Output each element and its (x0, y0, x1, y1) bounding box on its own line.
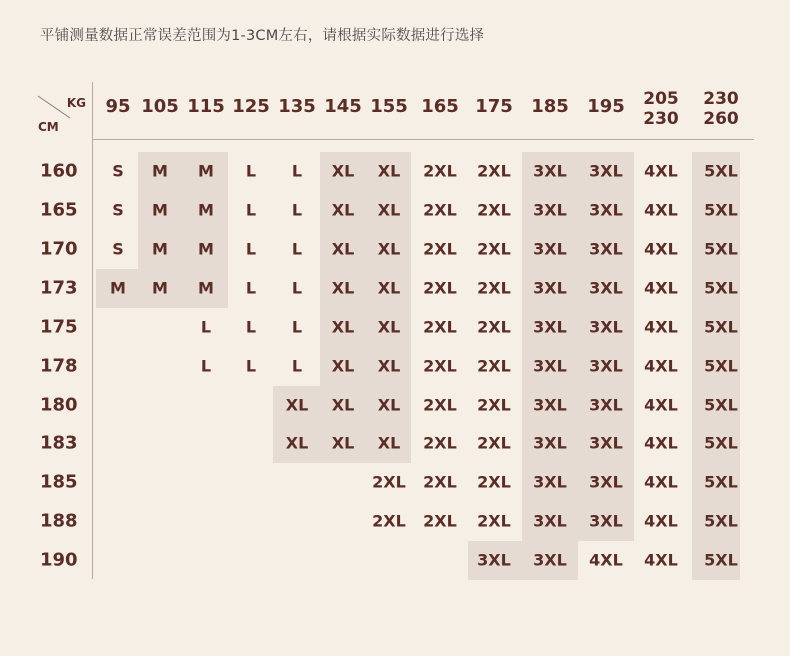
size-cell: 3XL (589, 433, 623, 453)
weight-column-header: 135 (278, 96, 316, 117)
range-bottom: 260 (703, 109, 739, 129)
size-cell: 4XL (644, 433, 678, 453)
size-cell: 2XL (477, 472, 511, 492)
size-cell: L (245, 356, 257, 376)
size-cell: 3XL (589, 356, 623, 376)
size-cell: 4XL (644, 239, 678, 259)
size-cell: 5XL (704, 550, 738, 570)
size-cell: 2XL (423, 317, 457, 337)
size-cell: XL (331, 161, 355, 181)
size-cell: 3XL (533, 472, 567, 492)
size-cell: 5XL (704, 278, 738, 298)
size-cell: 5XL (704, 200, 738, 220)
size-cell: 4XL (644, 356, 678, 376)
highlight-block (320, 152, 411, 463)
weight-column-header: 185 (531, 96, 569, 117)
weight-column-header: 145 (324, 96, 362, 117)
size-cell: XL (285, 395, 309, 415)
size-cell: 2XL (372, 511, 406, 531)
size-cell: 4XL (644, 511, 678, 531)
size-cell: 3XL (533, 200, 567, 220)
height-row-header: 170 (40, 238, 78, 260)
weight-column-header: 105 (141, 96, 179, 117)
size-cell: XL (377, 161, 401, 181)
size-cell: 2XL (477, 511, 511, 531)
height-row-header: 160 (40, 160, 78, 182)
size-cell: 3XL (533, 239, 567, 259)
size-cell: 5XL (704, 161, 738, 181)
size-cell: L (291, 161, 303, 181)
size-cell: 2XL (477, 395, 511, 415)
size-cell: 4XL (644, 550, 678, 570)
size-cell: XL (377, 278, 401, 298)
size-cell: M (198, 161, 214, 181)
measurement-note: 平铺测量数据正常误差范围为1-3CM左右，请根据实际数据进行选择 (40, 28, 485, 44)
size-cell: XL (377, 433, 401, 453)
size-cell: 2XL (423, 200, 457, 220)
range-top: 230 (703, 89, 739, 109)
size-cell: 3XL (533, 317, 567, 337)
weight-column-header: 155 (370, 96, 408, 117)
size-cell: L (245, 161, 257, 181)
size-cell: 4XL (644, 395, 678, 415)
height-row-header: 165 (40, 199, 78, 221)
size-cell: XL (331, 200, 355, 220)
size-cell: XL (377, 317, 401, 337)
size-cell: 3XL (589, 161, 623, 181)
size-cell: 2XL (477, 317, 511, 337)
size-cell: XL (377, 395, 401, 415)
size-cell: 4XL (644, 200, 678, 220)
weight-column-header: 115 (187, 96, 225, 117)
size-cell: XL (377, 356, 401, 376)
size-cell: L (245, 200, 257, 220)
size-cell: L (291, 356, 303, 376)
size-cell: 3XL (533, 550, 567, 570)
height-row-header: 188 (40, 510, 78, 532)
size-cell: XL (331, 317, 355, 337)
weight-column-header: 95 (105, 96, 131, 117)
size-cell: 3XL (533, 433, 567, 453)
size-cell: XL (377, 200, 401, 220)
size-cell: 2XL (423, 356, 457, 376)
size-cell: 5XL (704, 472, 738, 492)
height-row-header: 180 (40, 394, 78, 416)
size-cell: L (291, 200, 303, 220)
size-cell: L (245, 239, 257, 259)
size-cell: 3XL (533, 511, 567, 531)
size-cell: 3XL (589, 317, 623, 337)
size-cell: M (152, 161, 168, 181)
size-cell: XL (331, 239, 355, 259)
weight-column-header: 165 (421, 96, 459, 117)
size-cell: 2XL (477, 200, 511, 220)
height-row-header: 183 (40, 432, 78, 454)
height-row-header: 178 (40, 355, 78, 377)
size-cell: 2XL (423, 395, 457, 415)
size-cell: 5XL (704, 395, 738, 415)
row-header-divider (92, 82, 93, 579)
size-cell: 2XL (423, 433, 457, 453)
size-cell: 5XL (704, 433, 738, 453)
size-cell: L (291, 239, 303, 259)
size-cell: 3XL (533, 278, 567, 298)
weight-column-header: 195 (587, 96, 625, 117)
size-cell: 2XL (477, 356, 511, 376)
weight-column-header-range (643, 89, 679, 129)
size-cell: 2XL (477, 433, 511, 453)
size-cell: 4XL (644, 278, 678, 298)
size-cell: 3XL (533, 395, 567, 415)
size-cell: M (152, 239, 168, 259)
cm-label: CM (38, 120, 59, 134)
size-cell: 3XL (589, 472, 623, 492)
size-cell: 3XL (589, 200, 623, 220)
size-cell: M (152, 278, 168, 298)
size-cell: 2XL (423, 161, 457, 181)
size-cell: 2XL (423, 239, 457, 259)
size-cell: 2XL (423, 511, 457, 531)
weight-column-header: 125 (232, 96, 270, 117)
corner-header (36, 94, 90, 134)
size-cell: 3XL (589, 239, 623, 259)
size-cell: 5XL (704, 511, 738, 531)
size-cell: XL (331, 395, 355, 415)
weight-column-header-range (703, 89, 739, 129)
size-cell: 2XL (477, 239, 511, 259)
size-cell: 4XL (644, 161, 678, 181)
size-cell: M (152, 200, 168, 220)
height-row-header: 175 (40, 316, 78, 338)
header-divider (92, 139, 754, 140)
size-cell: XL (331, 433, 355, 453)
size-cell: 3XL (533, 161, 567, 181)
size-cell: 3XL (533, 356, 567, 376)
size-cell: 2XL (477, 278, 511, 298)
size-cell: S (112, 239, 124, 259)
size-cell: L (200, 317, 212, 337)
size-cell: XL (377, 239, 401, 259)
size-cell: 3XL (589, 395, 623, 415)
size-cell: 3XL (589, 278, 623, 298)
weight-column-header: 175 (475, 96, 513, 117)
size-cell: M (110, 278, 126, 298)
size-cell: L (245, 278, 257, 298)
height-row-header: 173 (40, 277, 78, 299)
size-cell: M (198, 278, 214, 298)
size-cell: 2XL (477, 161, 511, 181)
range-bottom: 230 (643, 109, 679, 129)
size-cell: 5XL (704, 356, 738, 376)
size-cell: M (198, 239, 214, 259)
range-top: 205 (643, 89, 679, 109)
size-cell: S (112, 161, 124, 181)
size-cell: XL (331, 278, 355, 298)
size-cell: 5XL (704, 317, 738, 337)
size-cell: XL (331, 356, 355, 376)
size-cell: 2XL (372, 472, 406, 492)
size-cell: 2XL (423, 278, 457, 298)
size-cell: S (112, 200, 124, 220)
size-cell: L (200, 356, 212, 376)
size-cell: L (291, 317, 303, 337)
height-row-header: 185 (40, 471, 78, 493)
height-row-header: 190 (40, 549, 78, 571)
size-cell: 5XL (704, 239, 738, 259)
size-cell: L (291, 278, 303, 298)
size-cell: 4XL (644, 472, 678, 492)
size-cell: 2XL (423, 472, 457, 492)
size-cell: 4XL (644, 317, 678, 337)
size-cell: L (245, 317, 257, 337)
size-cell: 3XL (477, 550, 511, 570)
size-cell: 4XL (589, 550, 623, 570)
size-cell: XL (285, 433, 309, 453)
size-cell: M (198, 200, 214, 220)
size-cell: 3XL (589, 511, 623, 531)
kg-label: KG (66, 96, 86, 110)
